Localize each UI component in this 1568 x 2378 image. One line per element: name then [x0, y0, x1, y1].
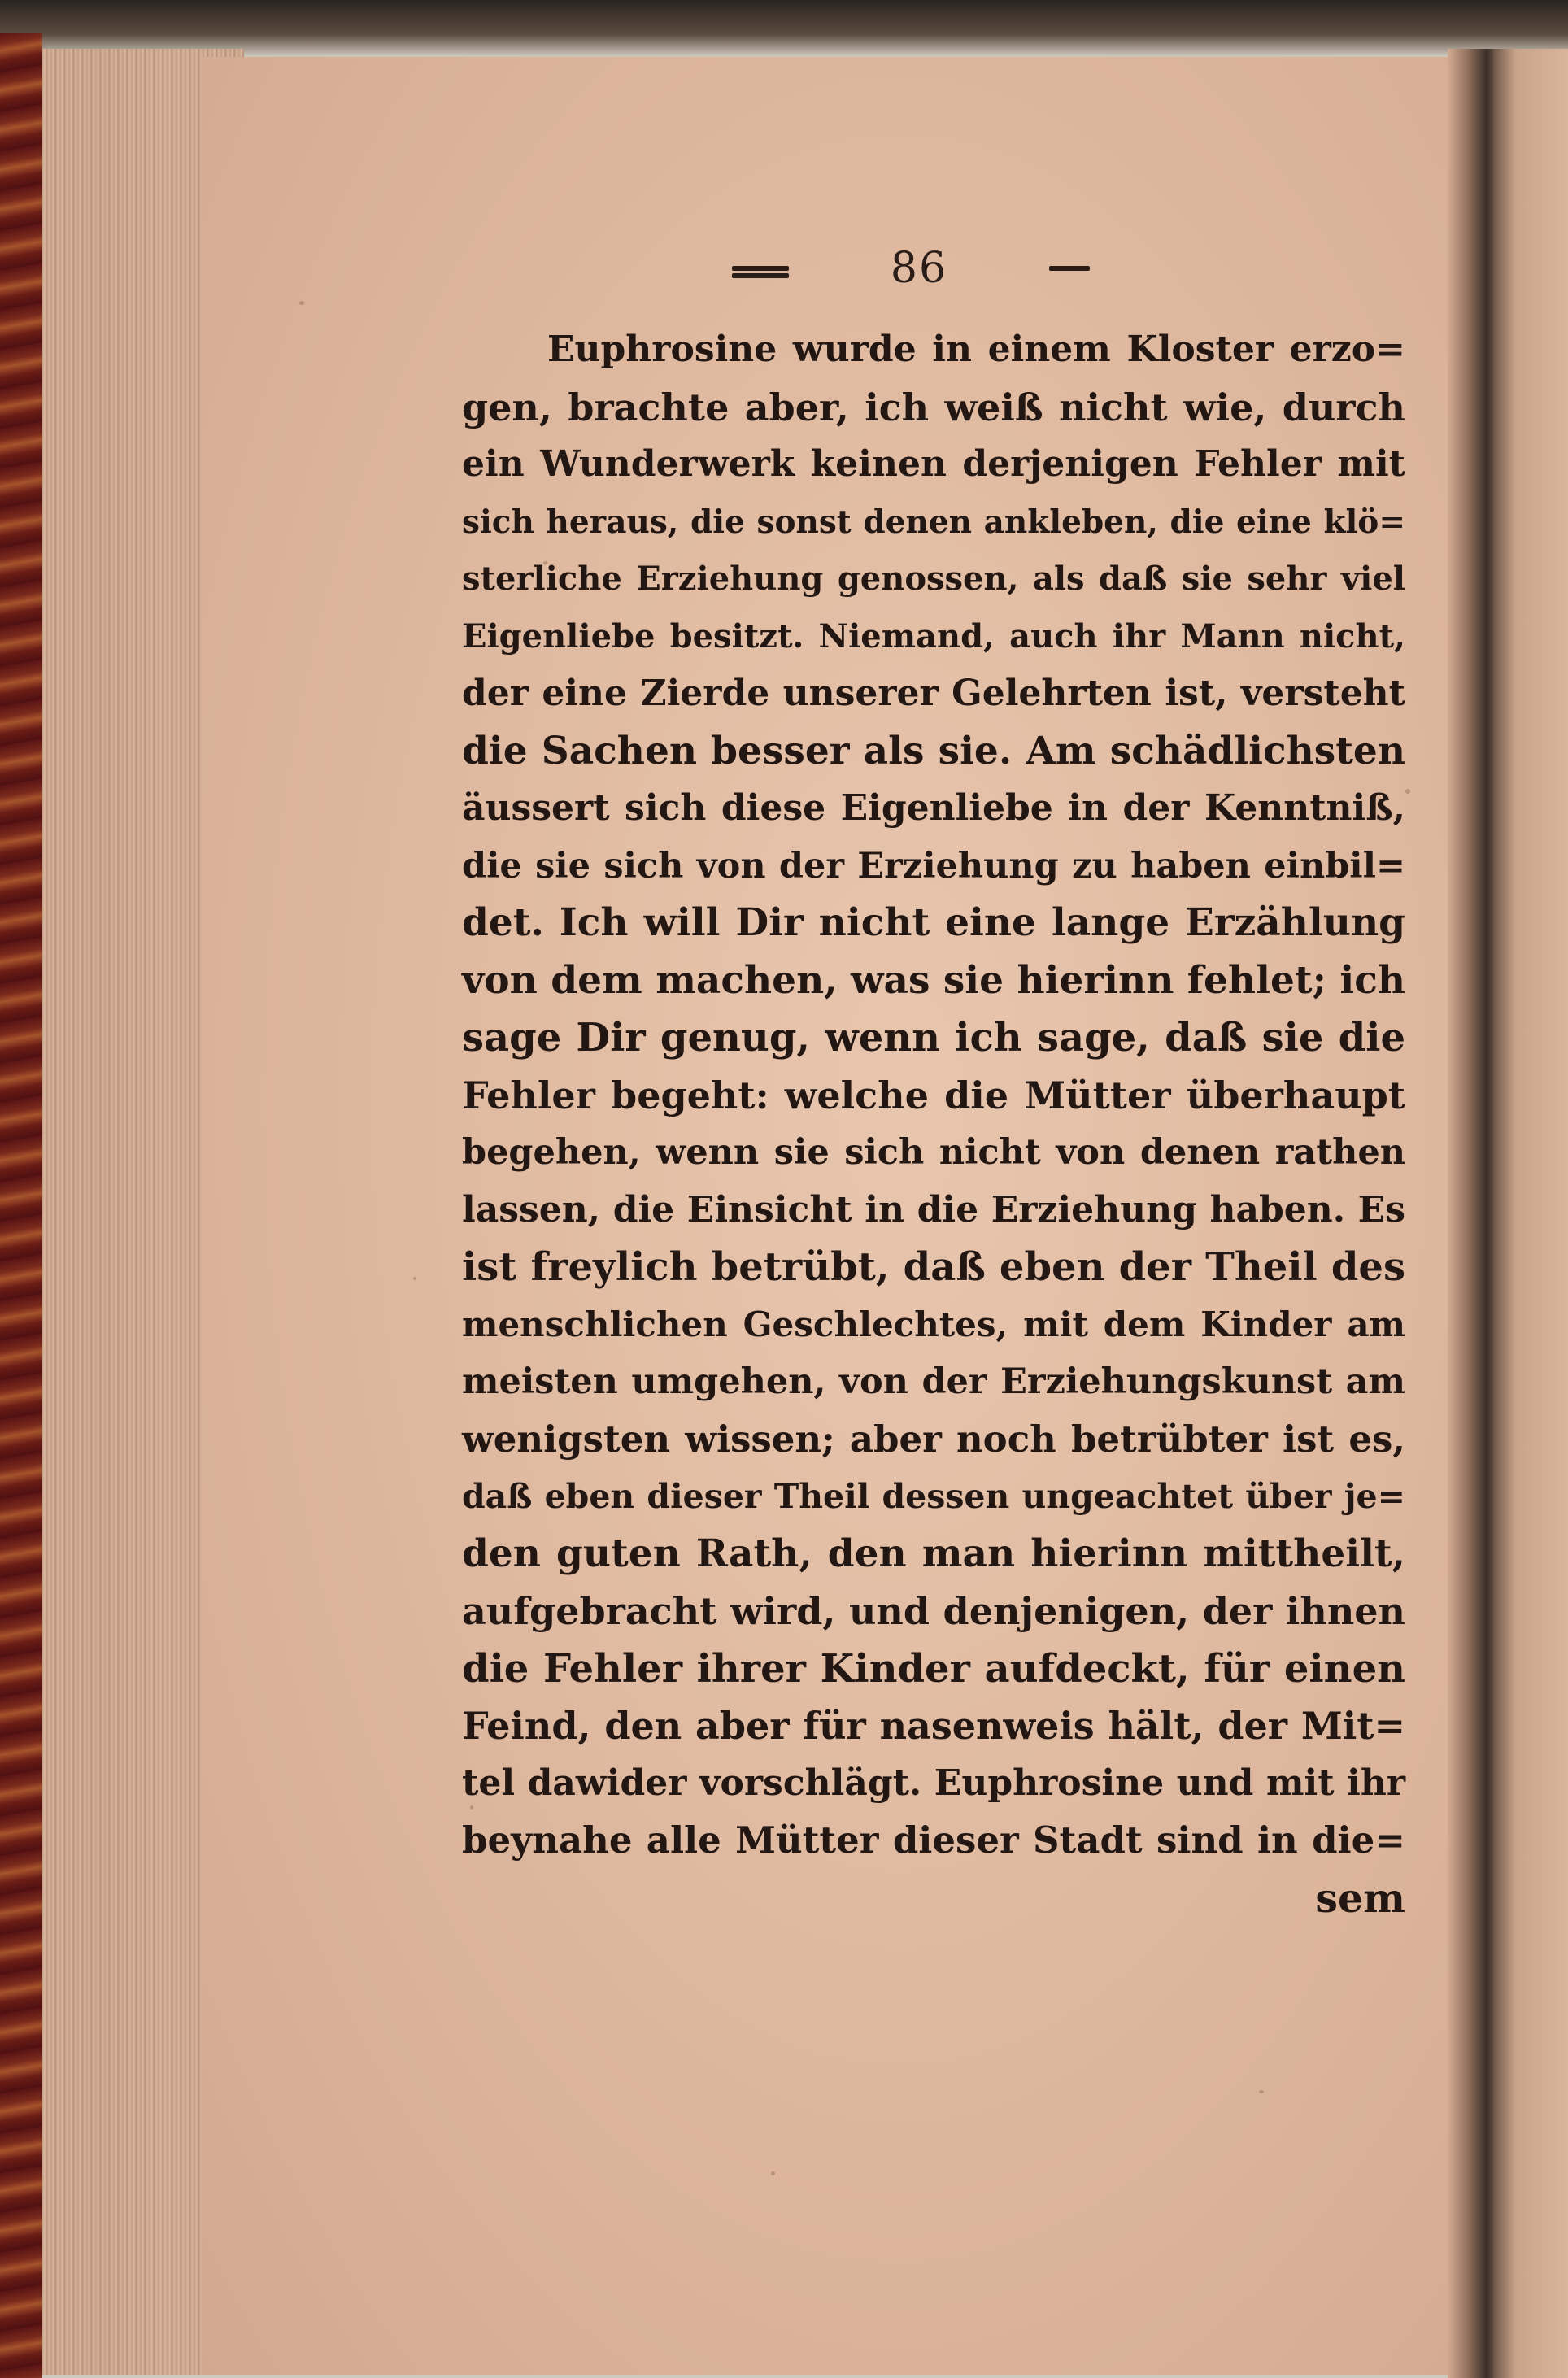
text-line: tel dawider vorschlägt. Euphrosine und mit ihr — [462, 1762, 1405, 1804]
text-line: det. Ich will Dir nicht eine lange Erzählung — [462, 900, 1405, 945]
text-line: beynahe alle Mütter dieser Stadt sind in die= — [462, 1818, 1405, 1862]
header-rule-left — [732, 266, 789, 271]
text-line: wenigsten wissen; aber noch betrübter ist es, — [462, 1417, 1405, 1461]
text-line: sich heraus, die sonst denen ankleben, die eine klö= — [462, 503, 1405, 541]
catchword: sem — [1315, 1874, 1405, 1922]
text-line: sage Dir genug, wenn ich sage, daß sie die — [462, 1015, 1405, 1061]
text-line: lassen, die Einsicht in die Erziehung haben. Es — [462, 1188, 1405, 1230]
text-line: die sie sich von der Erziehung zu haben einbil= — [462, 845, 1405, 886]
text-line: meisten umgehen, von der Erziehungskunst am — [462, 1361, 1405, 1402]
body-text — [462, 321, 1405, 1927]
text-line: aufgebracht wird, und denjenigen, der ihnen — [462, 1589, 1405, 1633]
paper-speck — [1259, 2090, 1264, 2093]
text-line: ist freylich betrübt, daß eben der Theil des — [462, 1244, 1405, 1290]
text-line: gen, brachte aber, ich weiß nicht wie, durch — [462, 385, 1405, 429]
book-gutter — [1448, 49, 1496, 2378]
page-number: 86 — [890, 244, 948, 293]
text-line: von dem machen, was sie hierinn fehlet; ich — [462, 957, 1405, 1003]
text-line: äussert sich diese Eigenliebe in der Kenntniß, — [462, 787, 1405, 829]
paper-speck — [299, 301, 304, 305]
paper-speck — [413, 1277, 416, 1280]
text-line: die Sachen besser als sie. Am schädlichsten — [462, 728, 1405, 773]
text-line: begehen, wenn sie sich nicht von denen rathen — [462, 1132, 1405, 1173]
text-line: Feind, den aber für nasenweis hält, der Mit= — [462, 1704, 1405, 1748]
text-line: Euphrosine wurde in einem Kloster erzo= — [547, 329, 1405, 370]
text-line: menschlichen Geschlechtes, mit dem Kinder am — [462, 1304, 1405, 1344]
text-line: ein Wunderwerk keinen derjenigen Fehler mit — [462, 443, 1405, 485]
text-line: Fehler begeht: welche die Mütter überhaupt — [462, 1073, 1405, 1117]
text-line: sterliche Erziehung genossen, als daß sie sehr viel — [462, 560, 1405, 598]
text-line: Eigenliebe besitzt. Niemand, auch ihr Mann nicht, — [462, 616, 1405, 655]
page-header — [732, 236, 1090, 301]
paper-speck — [771, 2171, 775, 2175]
text-line: die Fehler ihrer Kinder aufdeckt, für einen — [462, 1645, 1405, 1692]
paper-speck — [1405, 789, 1410, 794]
text-line: der eine Zierde unserer Gelehrten ist, versteht — [462, 673, 1405, 714]
marbled-cover-edge — [0, 33, 42, 2378]
text-line: daß eben dieser Theil dessen ungeachtet über je= — [462, 1477, 1405, 1516]
facing-page-edge — [1493, 49, 1568, 2378]
header-rule-right — [1049, 266, 1090, 271]
text-line: den guten Rath, den man hierinn mittheilt, — [462, 1531, 1405, 1576]
